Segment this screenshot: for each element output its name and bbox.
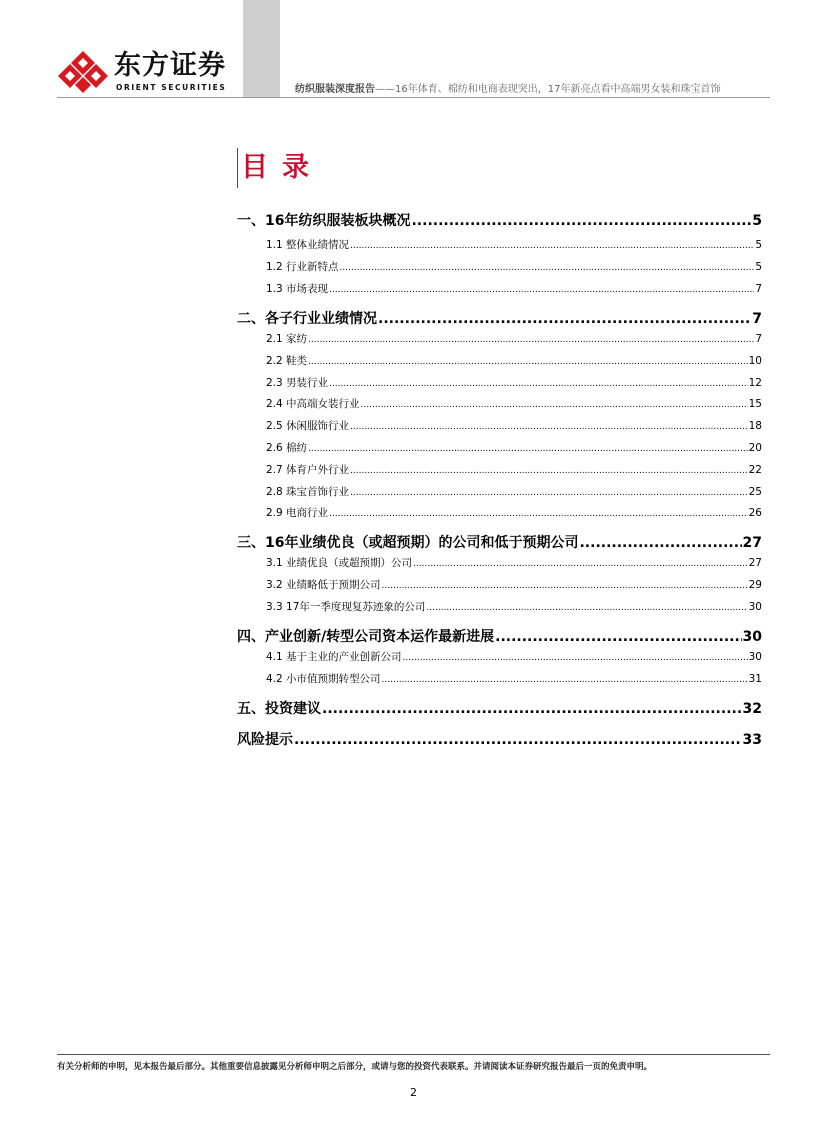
toc-dot-leader: [322, 701, 742, 717]
page-number: 2: [410, 1086, 417, 1099]
toc-dot-leader: [378, 311, 751, 327]
footer-disclaimer: 有关分析师的申明，见本报告最后部分。其他重要信息披露见分析师申明之后部分，或请与您的投资代表联系。并请阅读本证券研究报告最后一页的免责申明。: [57, 1062, 653, 1072]
brand-name-english: ORIENT SECURITIES: [116, 83, 227, 92]
toc-item-2-3[interactable]: [266, 375, 762, 390]
toc-heading: [237, 148, 323, 188]
toc-entry-page: 30: [748, 651, 762, 663]
toc-entry-title: 3.3 17年一季度现复苏迹象的公司: [266, 601, 426, 613]
toc-entry-title: 一、16年纺织服装板块概况: [237, 213, 411, 229]
toc-dot-leader: [350, 488, 748, 498]
toc-item-3-1[interactable]: [266, 555, 762, 570]
toc-dot-leader: [403, 653, 748, 663]
toc-entry-title: 2.5 休闲服饰行业: [266, 420, 350, 432]
toc-entry-title: 4.1 基于主业的产业创新公司: [266, 651, 402, 663]
toc-entry-page: 15: [748, 398, 762, 410]
toc-dot-leader: [382, 675, 748, 685]
report-type: 纺织服装深度报告: [295, 84, 375, 95]
toc-entry-page: 7: [752, 311, 762, 327]
toc-section-risk[interactable]: [237, 729, 762, 749]
toc-entry-title: 1.1 整体业绩情况: [266, 239, 350, 251]
toc-item-2-9[interactable]: [266, 505, 762, 520]
toc-entry-page: 22: [748, 464, 762, 476]
toc-entry-title: 2.1 家纺: [266, 333, 308, 345]
header-decorative-bar: [243, 0, 280, 97]
toc-section-2[interactable]: [237, 308, 762, 328]
header-divider: [57, 97, 770, 98]
toc-item-2-5[interactable]: [266, 418, 762, 433]
toc-dot-leader: [350, 422, 748, 432]
toc-item-2-6[interactable]: [266, 440, 762, 455]
toc-item-3-2[interactable]: [266, 577, 762, 592]
toc-entry-title: 3.2 业绩略低于预期公司: [266, 579, 381, 591]
toc-item-1-2[interactable]: [266, 259, 762, 274]
toc-dot-leader: [329, 285, 754, 295]
toc-dot-leader: [329, 509, 748, 519]
toc-entry-title: 五、投资建议: [237, 701, 321, 717]
toc-dot-leader: [413, 559, 748, 569]
toc-dot-leader: [308, 357, 748, 367]
toc-entry-page: 7: [755, 333, 762, 345]
toc-item-3-3[interactable]: [266, 599, 762, 614]
toc-entry-title: 2.9 电商行业: [266, 507, 329, 519]
toc-item-1-3[interactable]: [266, 281, 762, 296]
toc-section-3[interactable]: [237, 532, 762, 552]
toc-item-2-1[interactable]: [266, 331, 762, 346]
brand-name-chinese: 东方证券: [114, 50, 226, 81]
toc-entry-page: 33: [742, 732, 762, 748]
toc-entry-page: 32: [742, 701, 762, 717]
toc-entry-title: 2.6 棉纺: [266, 442, 308, 454]
toc-item-2-4[interactable]: [266, 396, 762, 411]
toc-entry-page: 27: [742, 535, 762, 551]
toc-entry-page: 30: [748, 601, 762, 613]
toc-entry-title: 2.7 体育户外行业: [266, 464, 350, 476]
toc-item-2-7[interactable]: [266, 462, 762, 477]
toc-entry-title: 4.2 小市值预期转型公司: [266, 673, 381, 685]
toc-entry-title: 三、16年业绩优良（或超预期）的公司和低于预期公司: [237, 535, 579, 551]
toc-item-2-2[interactable]: [266, 353, 762, 368]
toc-item-1-1[interactable]: [266, 237, 762, 252]
toc-dot-leader: [329, 379, 748, 389]
toc-dot-leader: [361, 400, 748, 410]
toc-dot-leader: [294, 732, 742, 748]
toc-section-1[interactable]: [237, 210, 762, 230]
toc-entry-title: 四、产业创新/转型公司资本运作最新进展: [237, 629, 495, 645]
toc-entry-title: 1.2 行业新特点: [266, 261, 339, 273]
toc-dot-leader: [350, 241, 754, 251]
toc-dot-leader: [382, 581, 748, 591]
toc-entry-title: 2.2 鞋类: [266, 355, 308, 367]
toc-section-5[interactable]: [237, 698, 762, 718]
toc-entry-page: 31: [748, 673, 762, 685]
toc-entry-page: 5: [755, 261, 762, 273]
toc-entry-title: 3.1 业绩优良（或超预期）公司: [266, 557, 413, 569]
toc-item-2-8[interactable]: [266, 484, 762, 499]
toc-entry-page: 29: [748, 579, 762, 591]
toc-heading-text: 目录: [241, 152, 323, 183]
toc-dot-leader: [579, 535, 741, 551]
orient-securities-logo-icon: [58, 49, 108, 95]
toc-section-4[interactable]: [237, 626, 762, 646]
toc-dot-leader: [308, 335, 754, 345]
toc-entry-title: 二、各子行业业绩情况: [237, 311, 377, 327]
toc-entry-title: 风险提示: [237, 732, 293, 748]
toc-entry-page: 12: [748, 377, 762, 389]
toc-entry-page: 7: [755, 283, 762, 295]
toc-entry-page: 25: [748, 486, 762, 498]
toc-entry-title: 2.4 中高端女装行业: [266, 398, 360, 410]
toc-entry-title: 2.3 男装行业: [266, 377, 329, 389]
report-header-title: [295, 80, 720, 95]
toc-item-4-1[interactable]: [266, 649, 762, 664]
toc-entry-title: 2.8 珠宝首饰行业: [266, 486, 350, 498]
toc-dot-leader: [340, 263, 755, 273]
toc-entry-page: 20: [748, 442, 762, 454]
toc-item-4-2[interactable]: [266, 671, 762, 686]
toc-dot-leader: [411, 213, 751, 229]
report-subtitle: ——16年体育、棉纺和电商表现突出，17年新亮点看中高端男女装和珠宝首饰: [375, 84, 721, 95]
toc-entry-page: 30: [742, 629, 762, 645]
toc-entry-page: 26: [748, 507, 762, 519]
toc-entry-page: 5: [755, 239, 762, 251]
toc-dot-leader: [350, 466, 748, 476]
toc-dot-leader: [426, 603, 747, 613]
toc-entry-page: 10: [748, 355, 762, 367]
toc-dot-leader: [308, 444, 748, 454]
toc-entry-title: 1.3 市场表现: [266, 283, 329, 295]
toc-entry-page: 5: [752, 213, 762, 229]
toc-entry-page: 18: [748, 420, 762, 432]
toc-entry-page: 27: [748, 557, 762, 569]
toc-dot-leader: [495, 629, 741, 645]
footer-divider: [57, 1054, 770, 1055]
